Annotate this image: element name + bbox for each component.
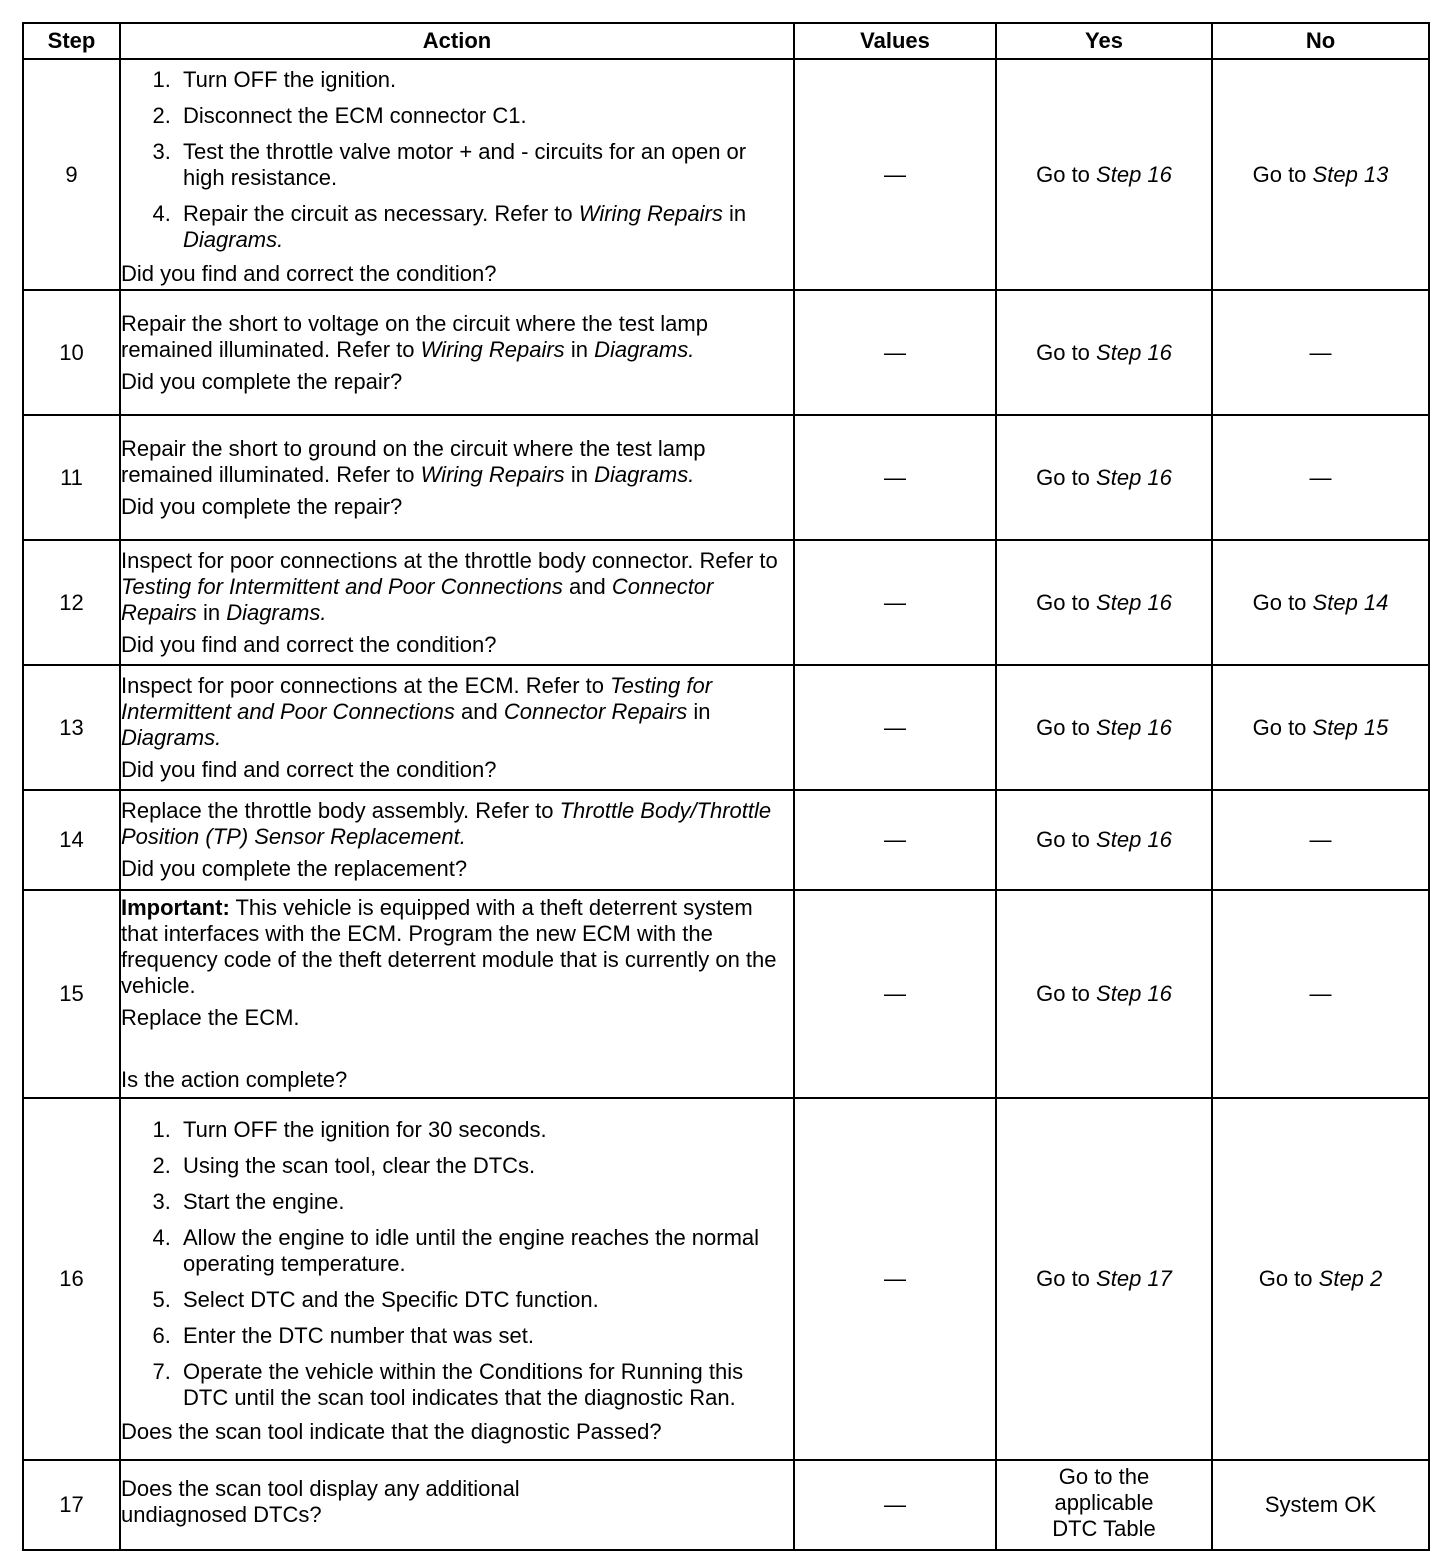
action-cell [120, 665, 794, 790]
list-item: 7. Operate the vehicle within the Conditions for Running this DTC until the scan tool indicates that the diagnostic Ran. [177, 1359, 793, 1411]
goto-text: Go to [1036, 714, 1090, 740]
question-text: Did you find and correct the condition? [121, 631, 497, 657]
table-row [23, 59, 1429, 290]
goto-text: Go to [1036, 161, 1090, 187]
yes-step-link[interactable]: Step 16 [1096, 827, 1172, 852]
yes-step-link[interactable]: Step 16 [1096, 981, 1172, 1006]
values-cell: — [794, 540, 996, 665]
question-text: Does the scan tool indicate that the diagnostic Passed? [121, 1419, 662, 1444]
action-list [121, 1117, 793, 1411]
action-sentence: Repair the short to ground on the circuit where the test lamp remained illuminated. Refer to [121, 435, 706, 487]
table-row [23, 1098, 1429, 1460]
no-cell: — [1212, 890, 1429, 1098]
no-step-link[interactable]: Step 15 [1312, 714, 1389, 740]
action-sentence: Inspect for poor connections at the throttle body connector. Refer to [121, 547, 778, 573]
list-item: 5. Select DTC and the Specific DTC function. [177, 1287, 793, 1313]
header-row [23, 23, 1429, 59]
in-text: in [570, 336, 588, 362]
goto-text: Go to [1036, 464, 1090, 490]
header-action: Action [120, 23, 794, 59]
yes-cell [996, 665, 1212, 790]
header-values: Values [794, 23, 996, 59]
no-cell [1212, 665, 1429, 790]
no-step-link[interactable]: Step 14 [1312, 589, 1389, 615]
header-step: Step [23, 23, 120, 59]
goto-text: Go to [1252, 161, 1307, 187]
list-item: 2. Disconnect the ECM connector C1. [177, 103, 793, 129]
action-cell [120, 890, 794, 1098]
no-cell [1212, 540, 1429, 665]
no-cell [1212, 59, 1429, 290]
action-list [121, 67, 793, 253]
table-row [23, 540, 1429, 665]
diagrams-link[interactable]: Diagrams. [183, 226, 284, 252]
action-cell [120, 1098, 794, 1460]
action-sentence: Repair the short to voltage on the circuit where the test lamp remained illuminated. Refer to [121, 310, 708, 362]
and-text: and [460, 698, 498, 724]
action-sentence: Inspect for poor connections at the ECM. Refer to [121, 672, 605, 698]
yes-step-link[interactable]: Step 16 [1096, 339, 1172, 365]
step-number: 12 [23, 540, 120, 665]
diagnostic-table-page [22, 22, 1428, 1551]
wiring-repairs-link[interactable]: Wiring Repairs [420, 461, 565, 487]
table-row [23, 890, 1429, 1098]
step-number: 15 [23, 890, 120, 1098]
action-cell [120, 790, 794, 890]
header-yes: Yes [996, 23, 1212, 59]
in-text: in [202, 599, 221, 625]
yes-step-link[interactable]: Step 16 [1096, 589, 1172, 615]
action-text [121, 548, 793, 626]
in-text: in [693, 698, 711, 724]
action-text [121, 311, 793, 363]
wiring-repairs-link[interactable]: Wiring Repairs [420, 336, 565, 362]
list-item: 6. Enter the DTC number that was set. [177, 1323, 793, 1349]
table-row [23, 415, 1429, 540]
diagrams-link[interactable]: Diagrams. [594, 461, 695, 487]
yes-step-link[interactable]: Step 16 [1096, 464, 1172, 490]
spacer [121, 1037, 793, 1063]
question-text: Did you find and correct the condition? [121, 756, 497, 782]
question-text: Does the scan tool display any additional undiagnosed DTCs? [121, 1476, 520, 1527]
values-cell: — [794, 290, 996, 415]
question-text: Did you complete the repair? [121, 493, 403, 519]
step-number: 13 [23, 665, 120, 790]
question-text: Did you complete the repair? [121, 368, 403, 394]
step-number: 11 [23, 415, 120, 540]
no-step-link[interactable]: Step 2 [1318, 1266, 1383, 1291]
testing-link[interactable]: Testing for Intermittent and Poor Connections [121, 573, 563, 599]
values-cell: — [794, 415, 996, 540]
question-text: Is the action complete? [121, 1067, 348, 1092]
in-text: in [570, 461, 588, 487]
in-text: in [728, 200, 747, 226]
action-sentence: Replace the throttle body assembly. Refer to [121, 798, 554, 823]
list-item: 2. Using the scan tool, clear the DTCs. [177, 1153, 793, 1179]
wiring-repairs-link[interactable]: Wiring Repairs [578, 200, 723, 226]
no-cell: — [1212, 415, 1429, 540]
important-label: Important: [121, 895, 230, 920]
replace-ecm-text: Replace the ECM. [121, 1005, 300, 1030]
yes-cell [996, 415, 1212, 540]
values-cell: — [794, 790, 996, 890]
values-cell: — [794, 59, 996, 290]
list-item: 3. Test the throttle valve motor + and - circuits for an open or high resistance. [177, 139, 793, 191]
action-cell [120, 415, 794, 540]
values-cell: — [794, 665, 996, 790]
and-text: and [569, 573, 606, 599]
list-item: 4. Allow the engine to idle until the engine reaches the normal operating temperature. [177, 1225, 793, 1277]
yes-cell [996, 59, 1212, 290]
throttle-body-replacement-link[interactable]: Throttle Body/Throttle Position (TP) Sensor Replacement. [121, 798, 772, 849]
yes-cell [996, 1098, 1212, 1460]
yes-cell [996, 290, 1212, 415]
header-no: No [1212, 23, 1429, 59]
diagrams-link[interactable]: Diagrams. [226, 599, 327, 625]
connector-repairs-link[interactable]: Connector Repairs [503, 698, 688, 724]
action-cell [120, 59, 794, 290]
yes-step-link[interactable]: Step 17 [1096, 1266, 1172, 1291]
values-cell: — [794, 890, 996, 1098]
action-cell [120, 1460, 794, 1550]
diagrams-link[interactable]: Diagrams. [594, 336, 695, 362]
goto-text: Go to [1258, 1266, 1313, 1291]
step-number: 9 [23, 59, 120, 290]
yes-cell [996, 540, 1212, 665]
no-cell: System OK [1212, 1460, 1429, 1550]
values-cell: — [794, 1460, 996, 1550]
goto-text: Go to [1036, 1266, 1090, 1291]
no-cell: — [1212, 790, 1429, 890]
diagrams-link[interactable]: Diagrams. [121, 724, 222, 750]
action-cell [120, 290, 794, 415]
no-cell [1212, 1098, 1429, 1460]
list-item [177, 201, 793, 253]
action-text [121, 673, 793, 751]
action-cell [120, 540, 794, 665]
list-item: 1. Turn OFF the ignition for 30 seconds. [177, 1117, 793, 1143]
connector-repairs-link[interactable]: Connector Repairs [121, 573, 714, 625]
no-cell: — [1212, 290, 1429, 415]
yes-cell [996, 1460, 1212, 1550]
values-cell: — [794, 1098, 996, 1460]
important-note [121, 895, 793, 999]
table-row [23, 790, 1429, 890]
goto-text: Go to [1252, 714, 1307, 740]
step-number: 14 [23, 790, 120, 890]
question-text: Did you complete the replacement? [121, 856, 468, 881]
goto-text: Go to [1036, 589, 1090, 615]
list-item-text: Repair the circuit as necessary. Refer to [183, 200, 573, 226]
step-number: 16 [23, 1098, 120, 1460]
table-row [23, 290, 1429, 415]
table-row [23, 665, 1429, 790]
yes-cell [996, 890, 1212, 1098]
goto-text: Go to [1036, 981, 1090, 1006]
action-text [121, 798, 793, 850]
no-step-link[interactable]: Step 13 [1312, 161, 1389, 187]
testing-link[interactable]: Testing for Intermittent and Poor Connections [121, 672, 713, 724]
action-text [121, 436, 793, 488]
step-number: 17 [23, 1460, 120, 1550]
yes-step-link[interactable]: Step 16 [1096, 161, 1172, 187]
list-item: 1. Turn OFF the ignition. [177, 67, 793, 93]
yes-step-link[interactable]: Step 16 [1096, 714, 1172, 740]
important-text: This vehicle is equipped with a theft deterrent system that interfaces with the ECM. Program the new ECM with the frequency code of the theft deterrent module that is currently on the vehicle. [121, 895, 777, 998]
goto-text: Go to [1036, 827, 1090, 852]
question-text: Did you find and correct the condition? [121, 260, 497, 286]
yes-cell [996, 790, 1212, 890]
step-number: 10 [23, 290, 120, 415]
applicable-dtc-table-link[interactable]: Go to the applicable DTC Table [1052, 1464, 1156, 1541]
list-item: 3. Start the engine. [177, 1189, 793, 1215]
diagnostic-table [22, 22, 1430, 1551]
goto-text: Go to [1036, 339, 1090, 365]
goto-text: Go to [1252, 589, 1307, 615]
table-row [23, 1460, 1429, 1550]
